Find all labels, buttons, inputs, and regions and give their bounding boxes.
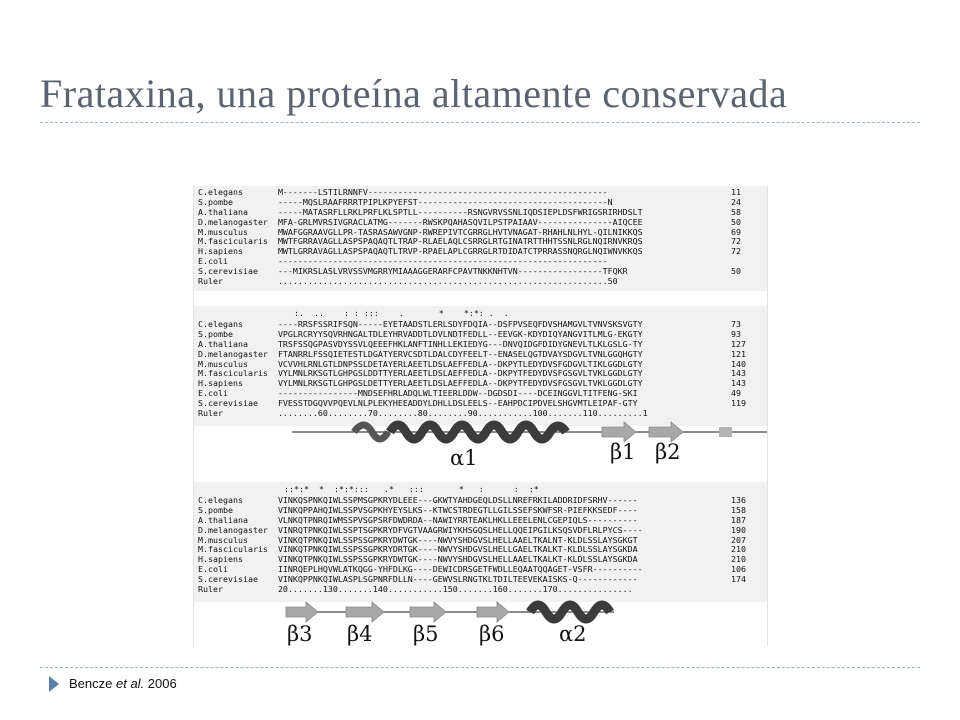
strand-beta1-arrow (602, 422, 636, 442)
species-name: H.sapiens (198, 246, 278, 257)
citation (69, 676, 177, 691)
strand-beta2-arrow (649, 422, 683, 442)
position-number: 121 (731, 348, 746, 359)
strand-beta5-arrow (410, 602, 446, 622)
sequence: ----------------MNDSEFHRLADQLWLTIEERLDDW--DGDSDI----DCEINGGVLTITFENG-SKI (277, 389, 638, 399)
sequence: VCVVHLRNLGTLDNPSSLDETAYERLAEETLDSLAEFFEDLA--DKPYTLEDYDVSFGDGVLTIKLGGDLGTY (277, 359, 643, 369)
alignment-block-3 (194, 482, 767, 602)
sequence: VINRQTPNKQIWLSSPTSGPKRYDFVGTVAAGRWIYKHSGQSLHELLQQEIPGILKSQSVDFLRLPYCS---- (277, 525, 643, 535)
position-number: 127 (731, 338, 746, 349)
position-number: 11 (731, 187, 741, 197)
title-divider (40, 122, 920, 123)
strand-beta5-label: β5 (413, 622, 439, 646)
secondary-structure-upper (194, 418, 767, 468)
alignment-block-1 (194, 186, 767, 291)
species-name: M.fascicularis (198, 236, 278, 247)
species-name: E.coli (198, 388, 278, 399)
sequence: VINKQPPAHQIWLSSPVSGPKHYEYSLKS--KTWCSTRDEGTLLGILSSEFSKWFSR-PIEFKKSEDF---- (277, 505, 638, 515)
sequence: IINRQEPLHQVWLATKQGG-YHFDLKG----DEWICDRSGETFWDLLEQAATQQAGET-VSFR---------- (277, 565, 643, 575)
strand-beta3-arrow (286, 602, 318, 622)
sequence: VINKQPPNKQIWLASPLSGPNRFDLLN----GEWVSLRNGTKLTDILTEEVEKAISKS-Q------------ (277, 575, 638, 585)
position-number: 143 (731, 378, 746, 389)
alignment-figure (193, 186, 768, 646)
alignment-row (198, 277, 715, 287)
sequence: VLNKQTPNRQIWMSSPVSGPSRFDWDRDA--NAWIYRRTEAKLHKLLEEELENLCGEPIQLS---------- (277, 515, 638, 525)
alignment-rows-2 (198, 319, 746, 419)
species-name: Ruler (198, 408, 278, 419)
citation-year: 2006 (144, 676, 177, 691)
strand-beta4-arrow (346, 602, 384, 622)
sequence: 20.......130.......140...........150.......160.......170............... (277, 585, 633, 595)
species-name: C.elegans (198, 187, 278, 197)
sequence: MWTFGRRAVAGLLASPSPAQAQTLTRAP-RLAELAQLCSRRGLRTGINATRTTHHTSSNLRGLNQIRNVKRQS (277, 237, 643, 247)
sequence: VINKQTPNKQIWLSSPSSGPKRYDRTGK----NWVYSHDGVSLHELLGAELTKALKT-KLDLSSLAYSGKDA (277, 545, 638, 555)
position-number: 72 (731, 246, 741, 257)
position-number: 210 (731, 544, 746, 555)
sequence: VYLMNLRKSGTLGHPGSLDDTTYERLAEETLDSLAEFFEDLA--DKPYTFEDYDVSFGSGVLTVKLGGDLGTY (277, 369, 643, 379)
position-number: 119 (731, 398, 746, 409)
alignment-rows-3 (198, 495, 746, 595)
sequence: FTANRRLFSSQIETESTLDGATYERVCSDTLDALCDYFEELT--ENASELQGTDVAYSDGVLTVNLGGQHGTY (277, 349, 643, 359)
position-number: 207 (731, 534, 746, 545)
sequence: MWAFGGRAAVGLLPR-TASRASAWVGNP-RWREPIVTCGRRGLHVTVNAGAT-RHAHLNLHYL-QILNIKKQS (277, 227, 643, 237)
species-name: S.pombe (198, 328, 278, 339)
position-number: 24 (731, 196, 741, 207)
species-name: A.thaliana (198, 206, 278, 217)
species-name: D.melanogaster (198, 524, 278, 535)
alignment-row (198, 585, 715, 595)
alignment-rows-1 (198, 187, 741, 287)
strand-end-box (719, 427, 732, 437)
species-name: S.pombe (198, 196, 278, 207)
position-number: 210 (731, 554, 746, 565)
species-name: S.cerevisiae (198, 266, 278, 277)
species-name: M.musculus (198, 358, 278, 369)
sequence: FVESSTDGQVVPQEVLNLPLEKYHEEADDYLDHLLDSLEELS--EAHPDCIPDVELSHGVMTLEIPAF-GTY (277, 399, 638, 409)
position-number: 93 (731, 328, 741, 339)
sequence: -----MQSLRAAFRRRTPIPLKPYEFST--------------------------------------N (277, 197, 613, 207)
species-name: C.elegans (198, 495, 278, 505)
position-number: 187 (731, 514, 746, 525)
sequence: ..................................................................50 (277, 277, 618, 287)
sequence: VINKQSPNKQIWLSSPMSGPKRYDLEEE---GKWTYAHDGEQLDSLLNREFRKILADDRIDFSRHV------ (277, 496, 638, 505)
footer-bullet-icon (49, 676, 59, 692)
sequence: TRSFSSQGPASVDYSSVLQEEEFHKLANFTINHLLEKIEDYG---DNVQIDGFDIDYGNEVLTLKLGSLG-TY (277, 339, 643, 349)
position-number: 158 (731, 504, 746, 515)
species-name: H.sapiens (198, 554, 278, 565)
sequence: VYLMNLRKSGTLGHPGSLDETTYERLAEETLDSLAEFFEDLA--DKPYTFEDYDVSFGSGVLTVKLGGDLGTY (277, 379, 643, 389)
sequence: -----MATASRFLLRKLPRFLKLSPTLL----------RSNGVRVSSNLIQDSIEPLDSFWRIGSRIRHDSLT (277, 207, 643, 217)
helix-alpha1-label: α1 (450, 446, 478, 470)
position-number: 58 (731, 206, 741, 217)
position-number: 136 (731, 495, 746, 505)
conservation-line-3: ::*:* * :*:*::: .* ::: * : : :* (284, 484, 539, 494)
strand-beta2-label: β2 (655, 440, 681, 464)
species-name: M.musculus (198, 226, 278, 237)
footer-divider (40, 667, 920, 668)
sequence: ----RRSFSSRIFSQN-----EYETAADSTLERLSDYFDQIA--DSFPVSEQFDVSHAMGVLTVNVSKSVGTY (277, 320, 643, 329)
strand-beta1-label: β1 (610, 440, 636, 464)
citation-author: Bencze (69, 676, 116, 691)
position-number: 73 (731, 319, 741, 329)
species-name: D.melanogaster (198, 216, 278, 227)
strand-beta4-label: β4 (347, 622, 373, 646)
species-name: M.musculus (198, 534, 278, 545)
position-number: 50 (731, 266, 741, 277)
sequence: ---MIKRSLASLVRVSSVMGRRYMIAAAGGERARFCPAVTNKKNHTVN-----------------TFQKR (277, 267, 628, 277)
position-number: 50 (731, 216, 741, 227)
sequence: ........60........70........80........90...........100.......110.........1 (277, 409, 648, 419)
slide-title: Frataxina, una proteína altamente conservada (40, 71, 788, 116)
species-name: M.fascicularis (198, 544, 278, 555)
species-name: M.fascicularis (198, 368, 278, 379)
position-number: 106 (731, 564, 746, 575)
citation-etal: et al. (115, 676, 145, 691)
strand-beta6-arrow (477, 602, 509, 622)
species-name: S.cerevisiae (198, 398, 278, 409)
position-number: 49 (731, 388, 741, 399)
species-name: S.pombe (198, 504, 278, 515)
sequence: M-------LSTILRNNFV------------------------------------------------ (277, 188, 608, 197)
conservation-line-2: :. .. : : ::: . * *:*: . . (284, 308, 509, 318)
species-name: E.coli (198, 256, 278, 267)
sequence: VPGLRCRYYSQVRHNGALTDLEYHRVADDTLDVLNDTFEDLL--EEVGK-KDYDIQYANGVITLMLG-EKGTY (277, 329, 643, 339)
strand-beta3-label: β3 (287, 622, 313, 646)
species-name: E.coli (198, 564, 278, 575)
species-name: D.melanogaster (198, 348, 278, 359)
position-number: 69 (731, 226, 741, 237)
strand-beta6-label: β6 (479, 622, 505, 646)
sequence: VINKQTPNKQIWLSSPSSGPKRYDWTGK----NWVYSHDGVSLHELLAAELTKALKT-KLDLSSLAYSGKDA (277, 555, 638, 565)
sequence: VINKQTPNKQIWLSSPSSGPKRYDWTGK----NWVYSHDGVSLHELLAAELTKALNT-KLDLSSLAYSGKGT (277, 535, 638, 545)
position-number: 190 (731, 524, 746, 535)
position-number: 174 (731, 574, 746, 585)
species-name: H.sapiens (198, 378, 278, 389)
species-name: A.thaliana (198, 514, 278, 525)
species-name: S.cerevisiae (198, 574, 278, 585)
species-name: Ruler (198, 276, 278, 287)
position-number: 72 (731, 236, 741, 247)
alignment-block-2 (194, 306, 767, 426)
sequence: MFA-GRLMVRSIVGRACLATMG-------RWSKPQAHASQVILPSTPAIAAV---------------AIQCEE (277, 217, 643, 227)
position-number: 143 (731, 368, 746, 379)
species-name: C.elegans (198, 319, 278, 329)
species-name: A.thaliana (198, 338, 278, 349)
helix-alpha2-label: α2 (559, 622, 587, 646)
species-name: Ruler (198, 584, 278, 595)
position-number: 140 (731, 358, 746, 369)
sequence: MWTLGRRAVAGLLASPSPAQAQTLTRVP-RPAELAPLCGRRGLRTDIDATCTPRRASSNQRGLNQIWNVKKQS (277, 247, 643, 257)
sequence: ------------------------------------------------------------------ (277, 257, 608, 267)
